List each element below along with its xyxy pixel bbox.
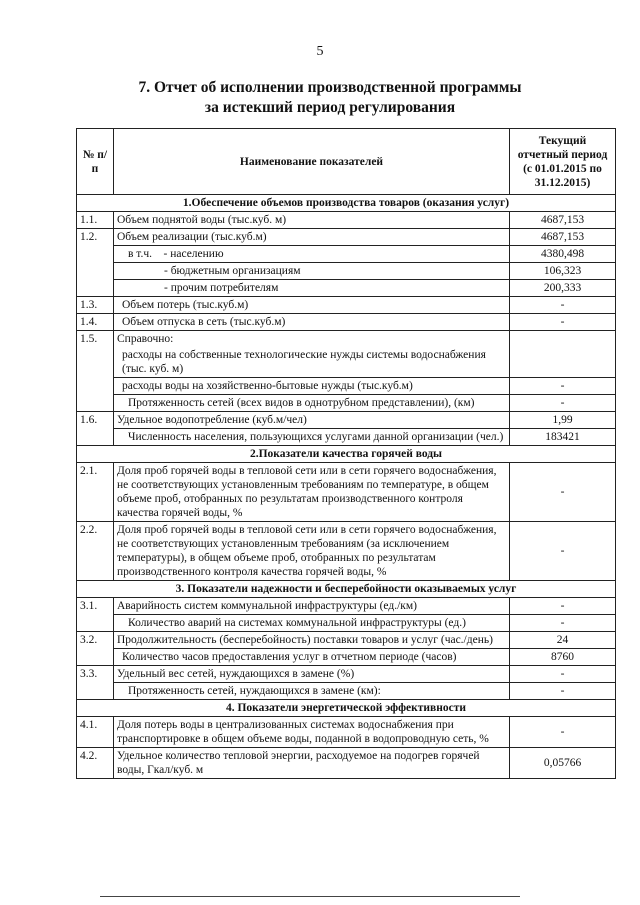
row-num: 3.1. (77, 598, 114, 632)
row-name: - бюджетным организациям (114, 263, 510, 280)
section-title: 3. Показатели надежности и бесперебойности оказываемых услуг (77, 581, 616, 598)
row-num: 1.5. (77, 331, 114, 412)
row-value: 8760 (510, 649, 616, 666)
table-row (77, 598, 616, 615)
table-row (77, 683, 616, 700)
row-name: Удельное количество тепловой энергии, расходуемое на подогрев горячей воды, Гкал/куб. м (114, 748, 510, 779)
row-name: в т.ч. - населению (114, 246, 510, 263)
row-num: 3.2. (77, 632, 114, 666)
section-title: 1.Обеспечение объемов производства товаров (оказания услуг) (77, 195, 616, 212)
row-name: Протяженность сетей, нуждающихся в замене (км): (114, 683, 510, 700)
row-name: Доля проб горячей воды в тепловой сети или в сети горячего водоснабжения, не соответствующих установленным требованиям (за исключением температуры), в общем объеме проб, отобранных по результатам производственного контроля качества горячей воды, % (114, 522, 510, 581)
report-table (76, 128, 616, 779)
row-name: Справочно: (114, 331, 510, 348)
bottom-rule (100, 896, 520, 897)
row-num: 4.2. (77, 748, 114, 779)
row-num: 2.1. (77, 463, 114, 522)
table-row (77, 649, 616, 666)
table-row (77, 429, 616, 446)
row-name: Доля потерь воды в централизованных системах водоснабжения при транспортировке в общем объеме воды, поданной в водопроводную сеть, % (114, 717, 510, 748)
header-name: Наименование показателей (114, 129, 510, 195)
table-header-row (77, 129, 616, 195)
row-value: - (510, 598, 616, 615)
row-num: 2.2. (77, 522, 114, 581)
table-row (77, 395, 616, 412)
page-number: 5 (316, 44, 324, 59)
section-row (77, 581, 616, 598)
row-value: - (510, 683, 616, 700)
row-name: Объем потерь (тыс.куб.м) (114, 297, 510, 314)
table-row (77, 748, 616, 779)
section-title: 2.Показатели качества горячей воды (77, 446, 616, 463)
header-num: № п/п (77, 129, 114, 195)
row-value: 4687,153 (510, 229, 616, 246)
row-name: Объем реализации (тыс.куб.м) (114, 229, 510, 246)
row-value: - (510, 666, 616, 683)
row-name: Доля проб горячей воды в тепловой сети или в сети горячего водоснабжения, не соответствующих установленным требованиям по температуре, в общем объеме проб, отобранных по результатам производственного контроля качества горячей воды, % (114, 463, 510, 522)
row-value: - (510, 297, 616, 314)
row-value: 24 (510, 632, 616, 649)
row-name: Объем поднятой воды (тыс.куб. м) (114, 212, 510, 229)
row-name: Удельное водопотребление (куб.м/чел) (114, 412, 510, 429)
row-value: - (510, 378, 616, 395)
row-num: 3.3. (77, 666, 114, 700)
row-num: 1.6. (77, 412, 114, 446)
page-title (60, 78, 600, 118)
table-row (77, 212, 616, 229)
row-num: 1.2. (77, 229, 114, 297)
row-name: Количество часов предоставления услуг в отчетном периоде (часов) (114, 649, 510, 666)
table-row (77, 632, 616, 649)
row-name: Численность населения, пользующихся услугами данной организации (чел.) (114, 429, 510, 446)
table-row (77, 378, 616, 395)
row-name: расходы воды на хозяйственно-бытовые нужды (тыс.куб.м) (114, 378, 510, 395)
row-value: 4380,498 (510, 246, 616, 263)
section-row (77, 700, 616, 717)
row-num: 1.4. (77, 314, 114, 331)
row-value: 0,05766 (510, 748, 616, 779)
table-row (77, 263, 616, 280)
table-row (77, 297, 616, 314)
header-value: Текущий отчетный период (с 01.01.2015 по 31.12.2015) (510, 129, 616, 195)
table-row (77, 717, 616, 748)
row-name: Аварийность систем коммунальной инфраструктуры (ед./км) (114, 598, 510, 615)
table-row (77, 615, 616, 632)
table-row (77, 280, 616, 297)
row-name: Количество аварий на системах коммунальной инфраструктуры (ед.) (114, 615, 510, 632)
table-row (77, 314, 616, 331)
row-value: - (510, 395, 616, 412)
title-line-2: за истекший период регулирования (204, 99, 456, 116)
table-row (77, 229, 616, 246)
row-num: 1.1. (77, 212, 114, 229)
row-name: Продолжительность (бесперебойность) поставки товаров и услуг (час./день) (114, 632, 510, 649)
row-value: - (510, 615, 616, 632)
table-row (77, 463, 616, 522)
row-value: 4687,153 (510, 212, 616, 229)
row-value: - (510, 463, 616, 522)
row-name: Удельный вес сетей, нуждающихся в замене (%) (114, 666, 510, 683)
row-value (510, 331, 616, 378)
table-row (77, 246, 616, 263)
section-row (77, 446, 616, 463)
row-value: 200,333 (510, 280, 616, 297)
table-row (77, 331, 616, 348)
row-value: 1,99 (510, 412, 616, 429)
row-value: - (510, 717, 616, 748)
row-value: 106,323 (510, 263, 616, 280)
row-name: расходы на собственные технологические нужды системы водоснабжения (тыс. куб. м) (114, 347, 510, 378)
row-name: - прочим потребителям (114, 280, 510, 297)
section-title: 4. Показатели энергетической эффективности (77, 700, 616, 717)
table-row (77, 412, 616, 429)
row-value: 183421 (510, 429, 616, 446)
row-value: - (510, 314, 616, 331)
row-value: - (510, 522, 616, 581)
section-row (77, 195, 616, 212)
row-name: Объем отпуска в сеть (тыс.куб.м) (114, 314, 510, 331)
title-line-1: 7. Отчет об исполнении производственной программы (138, 79, 522, 96)
row-name: Протяженность сетей (всех видов в однотрубном представлении), (км) (114, 395, 510, 412)
table-row (77, 666, 616, 683)
table-row (77, 522, 616, 581)
row-num: 1.3. (77, 297, 114, 314)
row-num: 4.1. (77, 717, 114, 748)
